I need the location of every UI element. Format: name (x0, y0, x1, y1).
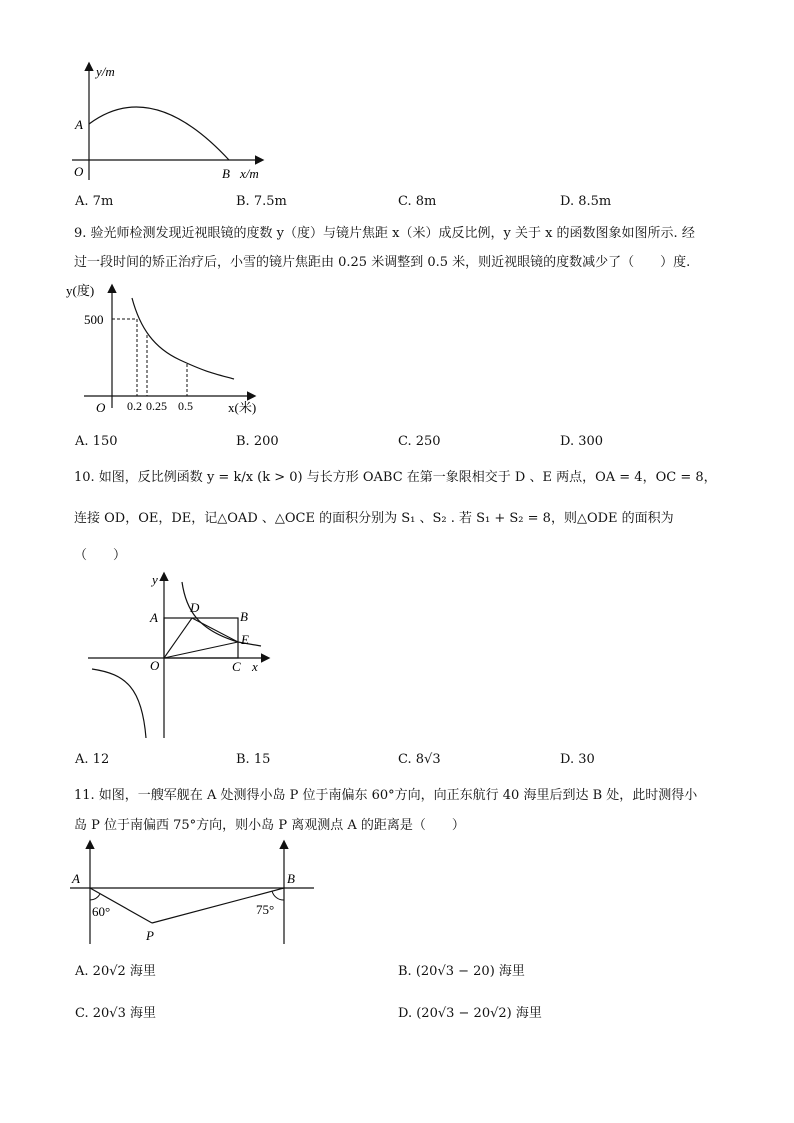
q10-label-c: C (232, 659, 241, 674)
q11-label-b: B (287, 871, 295, 886)
q11-option-a-letter: A. (75, 964, 89, 979)
q8-parabola-curve (89, 107, 229, 160)
q11-label-a: A (72, 871, 80, 886)
q10-option-c-letter: C. (398, 752, 412, 767)
q9-option-b-letter: B. (236, 434, 250, 449)
q10-text-line3: （ ） (74, 548, 127, 563)
q9-option-b[interactable] (236, 434, 279, 449)
q11-option-c-letter: C. (75, 1006, 89, 1021)
q10-option-c-text: 8√3 (415, 752, 441, 767)
q9-x-tick-025: 0.25 (146, 399, 167, 413)
q9-x-tick-02: 0.2 (127, 399, 142, 413)
q10-option-b-text: 15 (253, 752, 271, 767)
q8-option-a-letter: A. (75, 194, 89, 209)
q9-option-c-text: 250 (415, 434, 441, 449)
q9-option-a-letter: A. (75, 434, 89, 449)
q8-option-d[interactable] (560, 194, 611, 209)
q8-option-b-text: 7.5m (253, 194, 287, 209)
q10-option-a[interactable] (75, 752, 109, 767)
q9-option-d-letter: D. (560, 434, 575, 449)
q9-option-d-text: 300 (578, 434, 604, 449)
q9-option-a[interactable] (75, 434, 118, 449)
q10-segment-od (164, 618, 192, 658)
q8-origin-label: O (74, 164, 84, 179)
q8-option-a[interactable] (75, 194, 113, 209)
q10-option-d-letter: D. (560, 752, 575, 767)
q11-option-d[interactable] (398, 1002, 542, 1021)
q10-hyperbola-branch-q3 (92, 669, 146, 738)
q11-option-d-text: (20√3 − 20√2) 海里 (416, 1006, 542, 1021)
q8-point-a-label: A (75, 117, 83, 132)
q10-option-d-text: 30 (578, 752, 595, 767)
q11-angle-arc-b (272, 891, 284, 900)
q11-angle-75: 75° (256, 902, 275, 917)
q9-text-line2: 过一段时间的矫正治疗后，小雪的镜片焦距由 0.25 米调整到 0.5 米，则近视眼镜的度数减少了（ ）度. (74, 255, 691, 270)
q8-option-c[interactable] (398, 194, 436, 209)
q9-x-tick-05: 0.5 (178, 399, 193, 413)
q11-option-a-text: 20√2 海里 (92, 964, 156, 979)
q9-option-c-letter: C. (398, 434, 412, 449)
q10-label-x: x (252, 659, 258, 674)
q8-option-b[interactable] (236, 194, 287, 209)
q8-option-d-text: 8.5m (578, 194, 612, 209)
q11-option-d-letter: D. (398, 1006, 413, 1021)
q8-option-c-text: 8m (415, 194, 437, 209)
q10-text-line2: 连接 OD，OE，DE，记△OAD 、△OCE 的面积分别为 S₁ 、S₂ . 若 S₁ + S₂ = 8，则△ODE 的面积为 (74, 511, 674, 526)
q9-option-d[interactable] (560, 434, 603, 449)
q11-angle-60: 60° (92, 904, 111, 919)
q8-option-a-text: 7m (92, 194, 114, 209)
q9-inverse-graph (62, 278, 262, 418)
q11-option-b-text: (20√3 − 20) 海里 (415, 964, 525, 979)
q9-text-line1: 9. 验光师检测发现近视眼镜的度数 y（度）与镜片焦距 x（米）成反比例，y 关于 x 的函数图象如图所示. 经 (74, 226, 695, 241)
q10-label-d: D (190, 600, 200, 615)
q10-option-b-letter: B. (236, 752, 250, 767)
q11-option-c[interactable] (75, 1002, 156, 1021)
q10-label-a: A (150, 610, 158, 625)
q10-label-y: y (152, 572, 158, 587)
q10-option-b[interactable] (236, 752, 270, 767)
q8-y-axis-label: y/m (96, 64, 115, 79)
q8-option-d-letter: D. (560, 194, 575, 209)
q10-option-a-letter: A. (75, 752, 89, 767)
q11-option-c-text: 20√3 海里 (92, 1006, 156, 1021)
q8-point-b-label: B (222, 166, 230, 181)
q11-text-line2: 岛 P 位于南偏西 75°方向，则小岛 P 离观测点 A 的距离是（ ） (74, 818, 465, 833)
q8-x-axis-label: x/m (240, 166, 259, 181)
q10-text-line1: 10. 如图，反比例函数 y = k/x (k > 0) 与长方形 OABC 在第一象限相交于 D 、E 两点，OA = 4，OC = 8， (74, 470, 717, 485)
q10-label-e: E (241, 632, 249, 647)
q11-text-line1: 11. 如图，一艘军舰在 A 处测得小岛 P 位于南偏东 60°方向，向正东航行 40 海里后到达 B 处，此时测得小 (74, 788, 698, 803)
q8-option-c-letter: C. (398, 194, 412, 209)
q9-y-tick-500: 500 (84, 312, 104, 327)
q10-segment-de (192, 618, 238, 642)
q10-rectangle-graph (86, 570, 276, 740)
q10-option-d[interactable] (560, 752, 595, 767)
q9-x-axis-label: x(米) (228, 400, 257, 415)
q11-option-a[interactable] (75, 960, 156, 979)
q10-option-c[interactable] (398, 752, 441, 767)
q9-option-b-text: 200 (253, 434, 279, 449)
q11-angle-arc-a (90, 894, 100, 900)
q11-option-b[interactable] (398, 960, 525, 979)
q10-label-b: B (240, 609, 248, 624)
q8-parabola-graph (60, 58, 280, 188)
q9-option-c[interactable] (398, 434, 441, 449)
q9-y-axis-label: y(度) (66, 283, 95, 298)
q10-label-o: O (150, 658, 160, 673)
q8-option-b-letter: B. (236, 194, 250, 209)
q10-segment-oe (164, 642, 238, 658)
q9-option-a-text: 150 (92, 434, 118, 449)
q11-label-p: P (146, 928, 154, 943)
q10-option-a-text: 12 (92, 752, 110, 767)
q9-origin-label: O (96, 400, 106, 415)
q11-option-b-letter: B. (398, 964, 412, 979)
q11-navigation-diagram (68, 838, 324, 950)
